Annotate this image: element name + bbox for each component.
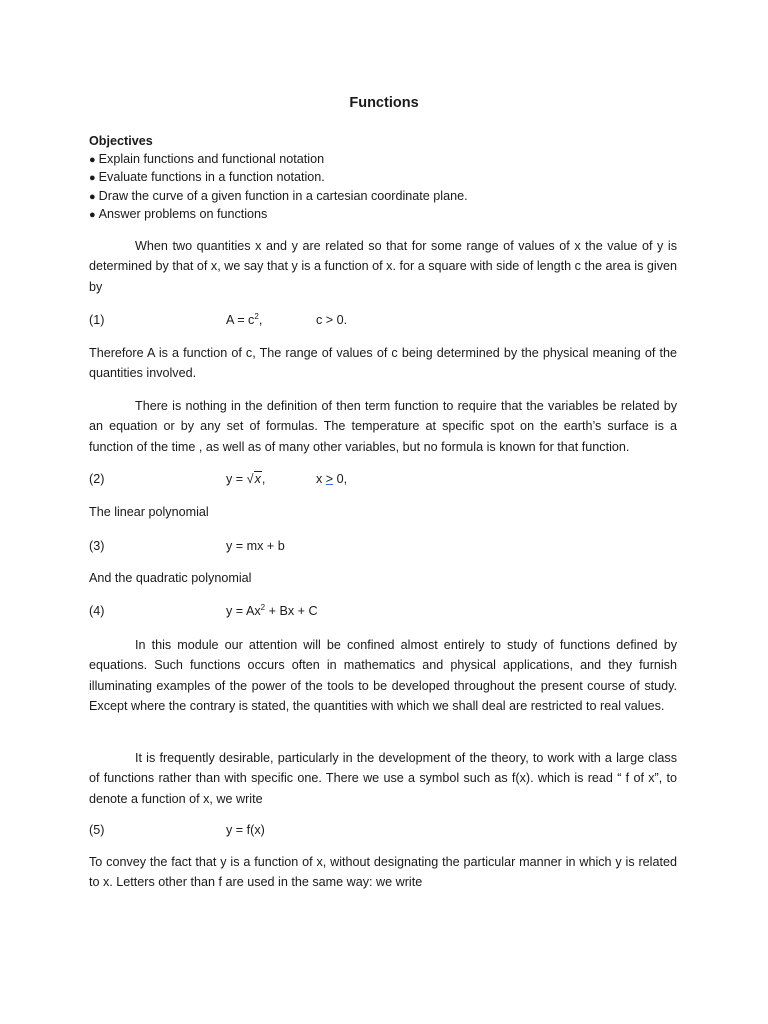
paragraph-module: In this module our attention will be confined almost entirely to study of functions defined by equations. Such functions occurs often in mathematics and physical applications, and they furnish illuminating examples of the power of the tools to be developed throughout the present course of study. Except where the contrary is stated, the quantities with which we shall deal are restricted to real values. xyxy=(89,638,677,713)
equation-quadratic xyxy=(226,602,318,620)
radicand: x xyxy=(254,472,261,486)
paragraph-range: Therefore A is a function of c, The range of values of c being determined by the physical meaning of the quantities involved. xyxy=(89,346,677,381)
paragraph-notation: It is frequently desirable, particularly in the development of the theory, to work with a large class of functions rather than with specific one. There we use a symbol such as f(x). which is read “ f of x”, to denote a function of x, we write xyxy=(89,751,677,806)
page-title: Functions xyxy=(349,95,419,111)
equation-number: (4) xyxy=(89,604,105,618)
paragraph-definition: There is nothing in the definition of then term function to require that the variables be related by an equation or by any set of formulas. The temperature at specific spot on the earth’s surface is a function of the time , as well as of many other variables, but no formula is known for that function. xyxy=(89,399,677,454)
equation-sqrt xyxy=(226,470,265,488)
condition-variable: x xyxy=(316,472,323,486)
equation-text: , xyxy=(258,313,263,327)
exponent: 2 xyxy=(260,603,266,612)
exponent: 2 xyxy=(254,312,259,321)
objective-item: ● Answer problems on functions xyxy=(89,206,468,225)
objectives-heading: Objectives xyxy=(89,134,153,148)
label-linear-polynomial: The linear polynomial xyxy=(89,505,209,519)
equation-number: (5) xyxy=(89,823,105,837)
condition-value: 0, xyxy=(336,472,348,486)
equation-text: + Bx + C xyxy=(265,604,318,618)
equation-function: y = f(x) xyxy=(226,823,265,837)
greater-equal-sign: > xyxy=(325,472,334,486)
objectives-section xyxy=(89,133,468,225)
paragraph-intro: When two quantities x and y are related so that for some range of values of x the value of y is determined by that of x, we say that y is a function of x. for a square with side of length c the area is given by xyxy=(89,239,677,294)
equation-text: , xyxy=(261,472,266,486)
equation-condition: c > 0. xyxy=(316,313,348,327)
objective-item: ● Explain functions and functional notation xyxy=(89,151,468,170)
objective-item: ● Evaluate functions in a function notation. xyxy=(89,169,468,188)
equation-text: y = Ax xyxy=(226,604,261,618)
equation-text: y = √ xyxy=(226,472,254,486)
objective-item: ● Draw the curve of a given function in a cartesian coordinate plane. xyxy=(89,188,468,207)
label-quadratic-polynomial: And the quadratic polynomial xyxy=(89,571,252,585)
equation-number: (1) xyxy=(89,313,105,327)
equation-text: A = c xyxy=(226,313,255,327)
equation-linear: y = mx + b xyxy=(226,539,285,553)
equation-area xyxy=(226,311,262,329)
equation-condition xyxy=(316,470,347,488)
equation-number: (3) xyxy=(89,539,105,553)
paragraph-convey: To convey the fact that y is a function of x, without designating the particular manner in which y is related to x. Letters other than f are used in the same way: we write xyxy=(89,855,677,890)
equation-number: (2) xyxy=(89,472,105,486)
